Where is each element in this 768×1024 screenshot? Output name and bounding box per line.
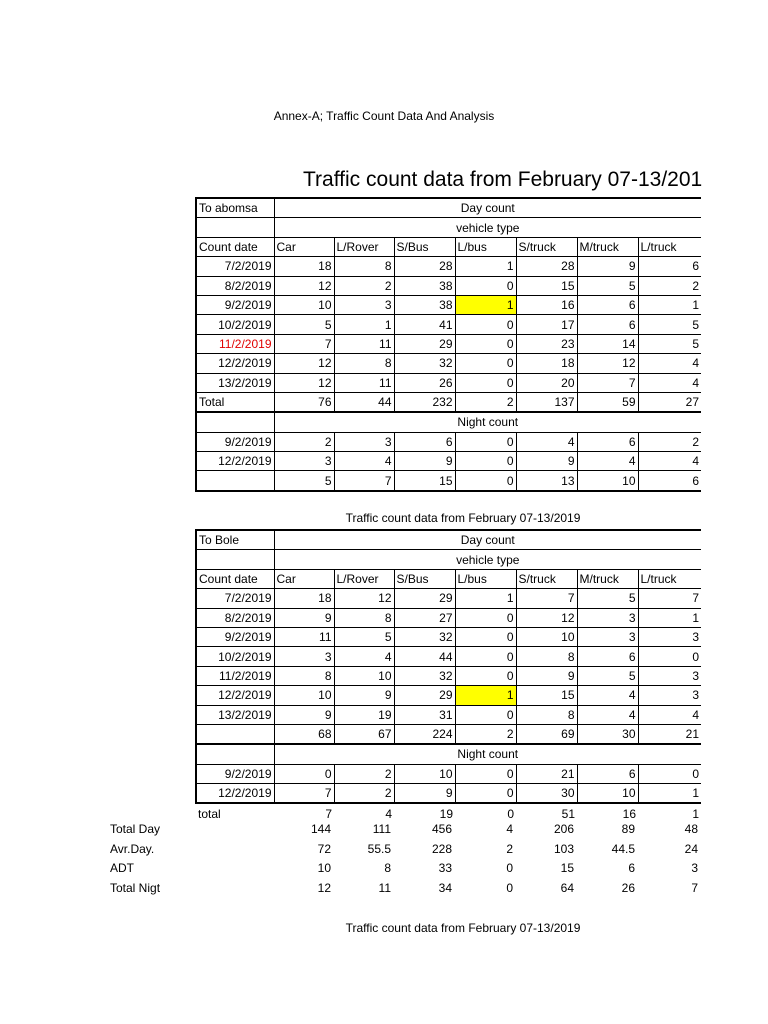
value-cell: 2 [638,276,701,295]
value-cell: 6 [577,315,638,334]
vehicle-type-header: vehicle type [274,218,701,237]
table-row [196,315,701,334]
total-cell: 27 [638,392,701,412]
abomsa-table [195,197,701,492]
value-cell: 10 [274,686,334,705]
date-cell: 12/2/2019 [196,354,274,373]
value-cell: 32 [394,627,455,646]
value-cell: 7 [516,589,577,608]
night-total-cell: 4 [334,803,394,822]
date-cell: 13/2/2019 [196,705,274,724]
table-row [196,452,701,471]
value-cell: 0 [638,647,701,666]
summary-label: ADT [110,861,134,876]
summary-row [108,840,700,860]
summary-value: 33 [438,861,452,876]
value-cell: 29 [394,686,455,705]
total-cell: 68 [274,724,334,744]
value-cell: 6 [394,432,455,451]
column-header: S/truck [516,237,577,256]
value-cell: 2 [334,276,394,295]
summary-value: 103 [553,841,574,856]
value-cell: 3 [638,666,701,685]
date-cell: 7/2/2019 [196,589,274,608]
date-cell: 11/2/2019 [196,666,274,685]
value-cell: 6 [577,647,638,666]
table-row [196,471,701,491]
value-cell: 9 [516,666,577,685]
value-cell: 41 [394,315,455,334]
table-row [196,432,701,451]
date-cell: 7/2/2019 [196,257,274,276]
date-cell: 9/2/2019 [196,295,274,314]
table-row [196,334,701,353]
value-cell: 1 [638,784,701,804]
night-total-cell: 19 [394,803,455,822]
direction-label: To Bole [196,530,274,550]
night-total-cell: 15 [394,471,455,491]
value-cell: 0 [455,705,516,724]
value-cell: 18 [274,589,334,608]
value-cell: 9 [394,452,455,471]
value-cell: 3 [334,295,394,314]
summary-value: 228 [431,841,452,856]
vehicle-type-header: vehicle type [274,550,701,569]
date-cell: 9/2/2019 [196,432,274,451]
value-cell: 1 [638,608,701,627]
summary-label: Total Nigt [110,880,161,895]
value-cell: 30 [516,784,577,804]
column-header: L/Rover [334,569,394,588]
night-total-cell: 5 [274,471,334,491]
value-cell: 0 [455,764,516,783]
total-cell: 67 [334,724,394,744]
value-cell: 29 [394,589,455,608]
value-cell: 12 [274,276,334,295]
value-cell: 4 [638,354,701,373]
night-total-cell: 10 [577,471,638,491]
date-cell: 8/2/2019 [196,608,274,627]
value-cell: 1 [455,295,516,314]
value-cell: 6 [638,257,701,276]
value-cell: 0 [638,764,701,783]
value-cell: 0 [274,764,334,783]
date-cell: 9/2/2019 [196,627,274,646]
annex-title: Annex-A; Traffic Count Data And Analysis [273,109,495,123]
value-cell: 0 [455,354,516,373]
value-cell: 21 [516,764,577,783]
summary-table [108,820,700,898]
value-cell: 0 [455,432,516,451]
value-cell: 10 [274,295,334,314]
summary-value: 34 [438,880,452,895]
value-cell: 10 [334,666,394,685]
bole-table [195,529,701,823]
column-header: L/truck [638,237,701,256]
summary-row [108,879,700,899]
value-cell: 5 [638,315,701,334]
value-cell: 8 [516,647,577,666]
summary-label: Total Day [110,822,161,837]
summary-value: 12 [317,880,331,895]
value-cell: 9 [516,452,577,471]
table-row [196,392,701,412]
table-row [196,295,701,314]
date-cell: 12/2/2019 [196,686,274,705]
summary-value: 2 [506,841,513,856]
value-cell: 12 [274,354,334,373]
value-cell: 4 [334,647,394,666]
date-cell: 10/2/2019 [196,647,274,666]
value-cell: 32 [394,666,455,685]
total-cell: 232 [394,392,455,412]
summary-row [108,859,700,879]
value-cell: 28 [394,257,455,276]
value-cell: 12 [334,589,394,608]
table-row [196,666,701,685]
value-cell: 18 [274,257,334,276]
value-cell: 38 [394,276,455,295]
value-cell: 2 [274,432,334,451]
value-cell: 10 [394,764,455,783]
bole-day-rows [196,589,701,725]
value-cell: 7 [577,373,638,392]
day-count-header: Day count [274,198,701,218]
table-row [196,627,701,646]
date-cell: 11/2/2019 [196,334,274,353]
value-cell: 44 [394,647,455,666]
summary-value: 8 [384,861,391,876]
table-row [196,373,701,392]
abomsa-night-rows [196,432,701,471]
value-cell: 4 [516,432,577,451]
table-row [196,784,701,804]
date-cell: 12/2/2019 [196,784,274,804]
value-cell: 8 [274,666,334,685]
summary-value: 44.5 [611,841,635,856]
summary-value: 0 [506,861,513,876]
value-cell: 1 [455,686,516,705]
value-cell: 5 [334,627,394,646]
value-cell: 1 [455,589,516,608]
value-cell: 15 [516,686,577,705]
table-row [196,647,701,666]
value-cell: 9 [334,686,394,705]
value-cell: 10 [516,627,577,646]
summary-value: 111 [372,822,391,837]
value-cell: 0 [455,452,516,471]
value-cell: 8 [516,705,577,724]
count-date-header: Count date [196,237,274,256]
summary-value: 11 [378,880,391,895]
column-header: M/truck [577,569,638,588]
summary-label: Avr.Day. [110,841,155,856]
total-cell: 69 [516,724,577,744]
value-cell: 16 [516,295,577,314]
value-cell: 3 [274,452,334,471]
value-cell: 8 [334,608,394,627]
value-cell: 0 [455,276,516,295]
night-count-header: Night count [274,412,701,432]
value-cell: 12 [577,354,638,373]
total-cell: 30 [577,724,638,744]
value-cell: 12 [274,373,334,392]
value-cell: 26 [394,373,455,392]
value-cell: 8 [334,257,394,276]
summary-value: 15 [560,861,574,876]
total-cell: 2 [455,724,516,744]
night-total-cell: 1 [638,803,701,822]
summary-value: 0 [506,880,513,895]
value-cell: 28 [516,257,577,276]
date-cell: 9/2/2019 [196,764,274,783]
night-total-cell: 7 [274,803,334,822]
column-header: L/truck [638,569,701,588]
total-label: total [196,803,274,822]
date-cell: 8/2/2019 [196,276,274,295]
value-cell: 4 [638,452,701,471]
value-cell: 4 [577,705,638,724]
value-cell: 1 [455,257,516,276]
summary-value: 6 [628,861,635,876]
value-cell: 1 [638,295,701,314]
value-cell: 5 [577,666,638,685]
value-cell: 4 [638,705,701,724]
column-header: S/truck [516,569,577,588]
value-cell: 4 [334,452,394,471]
summary-value: 89 [621,822,635,837]
value-cell: 5 [274,315,334,334]
summary-value: 26 [621,880,635,895]
value-cell: 0 [455,647,516,666]
footer-title: Traffic count data from February 07-13/2019 [345,921,581,935]
night-count-header: Night count [274,744,701,764]
value-cell: 6 [577,764,638,783]
table-row [196,354,701,373]
column-header: M/truck [577,237,638,256]
column-header: S/Bus [394,237,455,256]
count-date-header: Count date [196,569,274,588]
night-total-cell: 7 [334,471,394,491]
value-cell: 4 [577,452,638,471]
value-cell: 0 [455,627,516,646]
total-cell: 224 [394,724,455,744]
summary-value: 3 [691,861,698,876]
summary-value: 144 [310,822,331,837]
value-cell: 27 [394,608,455,627]
total-cell: 59 [577,392,638,412]
date-cell: 12/2/2019 [196,452,274,471]
subtitle: Traffic count data from February 07-13/2019 [345,511,581,525]
total-cell: 76 [274,392,334,412]
date-cell: 13/2/2019 [196,373,274,392]
value-cell: 29 [394,334,455,353]
value-cell: 1 [334,315,394,334]
value-cell: 20 [516,373,577,392]
value-cell: 7 [274,784,334,804]
value-cell: 2 [334,784,394,804]
value-cell: 0 [455,315,516,334]
value-cell: 32 [394,354,455,373]
summary-value: 55.5 [367,841,391,856]
summary-value: 24 [684,841,698,856]
table-row [196,705,701,724]
date-cell: 10/2/2019 [196,315,274,334]
value-cell: 15 [516,276,577,295]
value-cell: 9 [274,608,334,627]
column-header: Car [274,237,334,256]
main-title: Traffic count data from February 07-13/201 [303,168,703,191]
table-row [196,257,701,276]
value-cell: 9 [577,257,638,276]
value-cell: 11 [334,373,394,392]
total-cell: 137 [516,392,577,412]
value-cell: 0 [455,608,516,627]
table-row [196,686,701,705]
summary-value: 48 [684,822,698,837]
value-cell: 3 [638,686,701,705]
value-cell: 7 [638,589,701,608]
value-cell: 11 [334,334,394,353]
total-cell: 21 [638,724,701,744]
total-label: Total [196,392,274,412]
summary-value: 72 [317,841,331,856]
summary-value: 64 [560,880,574,895]
value-cell: 2 [334,764,394,783]
table-row [196,764,701,783]
total-cell: 2 [455,392,516,412]
column-header: L/bus [455,237,516,256]
total-cell: 44 [334,392,394,412]
value-cell: 0 [455,373,516,392]
value-cell: 0 [455,666,516,685]
table-row [196,276,701,295]
value-cell: 17 [516,315,577,334]
night-total-cell: 0 [455,471,516,491]
value-cell: 0 [455,784,516,804]
column-header: S/Bus [394,569,455,588]
value-cell: 12 [516,608,577,627]
value-cell: 19 [334,705,394,724]
value-cell: 9 [394,784,455,804]
night-total-cell: 16 [577,803,638,822]
value-cell: 38 [394,295,455,314]
table-row [196,608,701,627]
bole-night-rows [196,764,701,803]
value-cell: 10 [577,784,638,804]
value-cell: 3 [274,647,334,666]
night-total-cell: 0 [455,803,516,822]
value-cell: 18 [516,354,577,373]
value-cell: 31 [394,705,455,724]
value-cell: 3 [638,627,701,646]
abomsa-day-rows [196,257,701,393]
value-cell: 0 [455,334,516,353]
summary-value: 206 [553,822,574,837]
value-cell: 3 [577,627,638,646]
value-cell: 3 [577,608,638,627]
value-cell: 5 [577,589,638,608]
day-count-header: Day count [274,530,701,550]
summary-value: 456 [431,822,452,837]
value-cell: 8 [334,354,394,373]
value-cell: 5 [577,276,638,295]
value-cell: 4 [638,373,701,392]
direction-label: To abomsa [196,198,274,218]
summary-value: 7 [691,880,698,895]
night-total-cell: 6 [638,471,701,491]
value-cell: 23 [516,334,577,353]
summary-row [108,820,700,840]
value-cell: 14 [577,334,638,353]
value-cell: 5 [638,334,701,353]
column-header: L/Rover [334,237,394,256]
value-cell: 9 [274,705,334,724]
night-total-cell: 51 [516,803,577,822]
value-cell: 11 [274,627,334,646]
summary-value: 4 [506,822,513,837]
value-cell: 2 [638,432,701,451]
value-cell: 7 [274,334,334,353]
value-cell: 3 [334,432,394,451]
value-cell: 4 [577,686,638,705]
column-header: Car [274,569,334,588]
table-row [196,724,701,744]
value-cell: 6 [577,295,638,314]
night-total-cell: 13 [516,471,577,491]
column-header: L/bus [455,569,516,588]
value-cell: 6 [577,432,638,451]
table-row [196,589,701,608]
summary-value: 10 [317,861,331,876]
